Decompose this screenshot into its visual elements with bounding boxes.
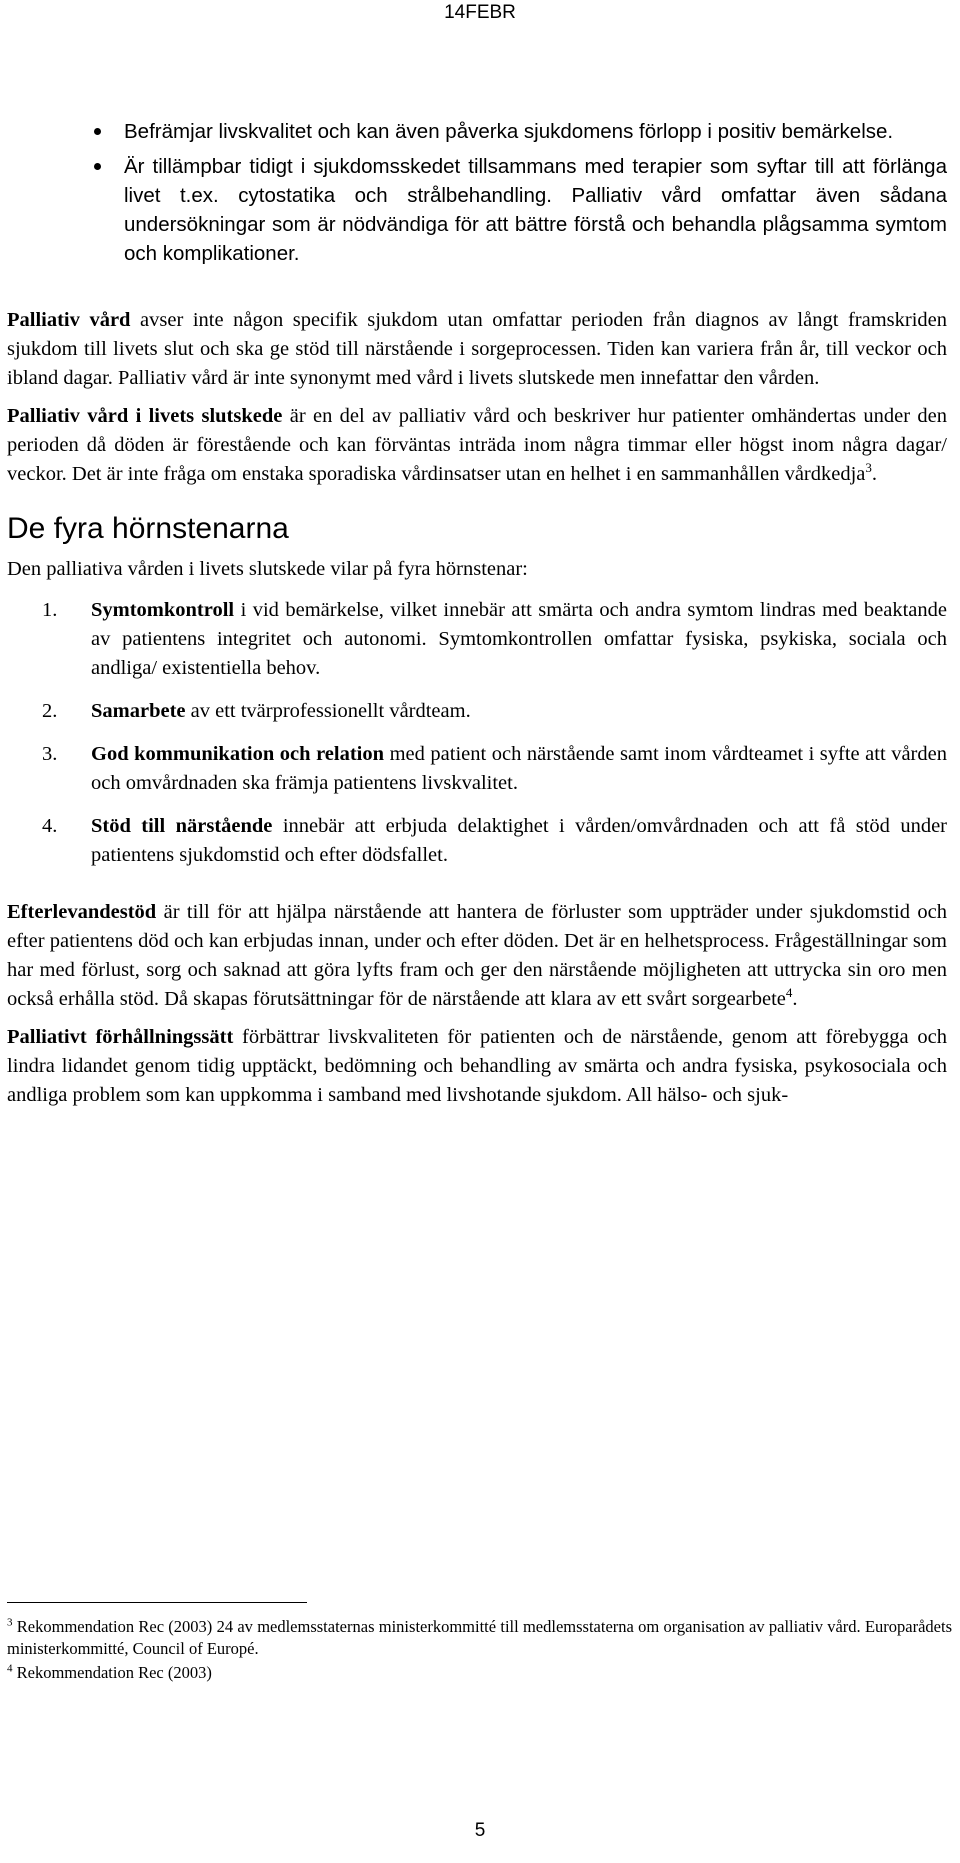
list-item — [7, 740, 947, 798]
paragraph-text: avser inte någon specifik sjukdom utan omfattar perioden från diagnos av långt framskriden sjukdom till livets slut och ska ge stöd till närstående i sorgeprocessen. Tiden kan variera från år, till veckor och ibland dagar. Palliativ vård är inte synonymt med vård i livets slutskede men innefattar den vården. — [7, 309, 947, 389]
footnote — [7, 1616, 952, 1660]
paragraph-text: är till för att hjälpa närstående att hantera de förluster som uppträder under sjukdomstid och efter patientens död och kan erbjudas innan, under och efter döden. Det är en helhetsprocess. Frågeställningar som har med förlust, sorg och saknad att göra lyfts fram och ger den närstående möjligheten att uttrycka sin oro men också erhålla stöd. Då skapas förutsättningar för de närstående att klara av ett svårt sorgearbete — [7, 901, 947, 1010]
footnote-ref[interactable]: 4 — [785, 985, 793, 1001]
list-item — [7, 697, 947, 726]
bullet-item — [7, 152, 947, 268]
footnote-text: Rekommendation Rec (2003) 24 av medlemsstaternas ministerkommitté till medlemsstaterna om organisation av palliativ vård. Europarådets ministerkommitté, Council of Europé. — [7, 1617, 952, 1658]
paragraph-efterlevandestod — [7, 898, 947, 1014]
list-item-text: med patient och närstående samt inom vårdteamet i syfte att vården och omvårdnaden ska främja patientens livskvalitet. — [91, 743, 947, 794]
term-bold: Symtomkontroll — [91, 599, 235, 621]
footnote — [7, 1662, 952, 1684]
paragraph-end: . — [871, 463, 878, 485]
list-number: 2. — [42, 700, 58, 722]
term-bold: Stöd till närstående — [91, 815, 273, 837]
term-bold: Palliativ vård — [7, 309, 131, 331]
term-bold: Efterlevandestöd — [7, 901, 157, 923]
list-number: 3. — [42, 743, 58, 765]
bullet-text: Är tillämpbar tidigt i sjukdomsskedet tillsammans med terapier som syftar till att förlänga livet t.ex. cytostatika och strålbehandling. Palliativ vård omfattar även sådana undersökningar som är nödvändiga för att bättre förstå och behandla plågsamma symtom och komplikationer. — [124, 155, 947, 265]
footnote-ref[interactable]: 3 — [865, 460, 872, 476]
bullet-list — [7, 117, 947, 268]
bullet-text: Befrämjar livskvalitet och kan även påverka sjukdomens förlopp i positiv bemärkelse. — [124, 120, 894, 143]
term-bold: Samarbete — [91, 700, 186, 722]
footnote-text: Rekommendation Rec (2003) — [12, 1663, 212, 1682]
paragraph-text: förbättrar livskvaliteten för patienten och de närstående, genom att förebygga och lindra lidandet genom tidig upptäckt, bedömning och behandling av smärta och andra fysiska, psykosociala och andliga problem som kan uppkomma i samband med livshotande sjukdom. All hälso- och sjuk- — [7, 1026, 947, 1106]
document-body — [7, 117, 947, 1119]
list-item — [7, 596, 947, 683]
paragraph-palliativ-vard — [7, 306, 947, 393]
section-heading: De fyra hörnstenarna — [7, 512, 289, 545]
page-number: 5 — [474, 1820, 486, 1841]
list-item — [7, 812, 947, 870]
paragraph-livets-slutskede — [7, 402, 947, 489]
bullet-icon — [94, 163, 101, 170]
footnote-number: 3 — [7, 1616, 13, 1629]
paragraph-text: är en del av palliativ vård och beskriver hur patienter omhändertas under den perioden då döden är förestående och kan förväntas inträda inom några timmar eller högst inom några dagar/ veckor. Det är inte fråga om enstaka sporadiska vårdinsatser utan en helhet i en sammanhållen vårdkedja — [7, 405, 948, 485]
footnote-divider — [7, 1602, 307, 1603]
term-bold: God kommunikation och relation — [91, 743, 385, 765]
term-bold: Palliativt förhållningssätt — [7, 1026, 234, 1048]
list-item-text: i vid bemärkelse, vilket innebär att smärta och andra symtom lindras med beaktande av patientens integritet och autonomi. Symtomkontrollen omfattar fysiska, psykiska, sociala och andliga/ existentiella behov. — [91, 599, 947, 679]
list-number: 1. — [42, 599, 58, 621]
section-intro: Den palliativa vården i livets slutskede vilar på fyra hörnstenar: — [7, 558, 528, 580]
list-item-text: innebär att erbjuda delaktighet i vården/omvårdnaden och att få stöd under patientens sjukdomstid och efter dödsfallet. — [91, 815, 947, 866]
bullet-icon — [94, 128, 101, 135]
list-number: 4. — [42, 815, 58, 837]
list-item-text: av ett tvärprofessionellt vårdteam. — [185, 700, 471, 722]
page-header: 14FEBR — [444, 2, 516, 23]
footnote-number: 4 — [7, 1662, 13, 1675]
cornerstone-list — [7, 596, 947, 870]
bullet-item — [7, 117, 947, 146]
term-bold: Palliativ vård i livets slutskede — [7, 405, 283, 427]
paragraph-end: . — [792, 988, 798, 1010]
footnotes — [7, 1616, 952, 1686]
paragraph-palliativt-forhallningssatt — [7, 1023, 947, 1110]
